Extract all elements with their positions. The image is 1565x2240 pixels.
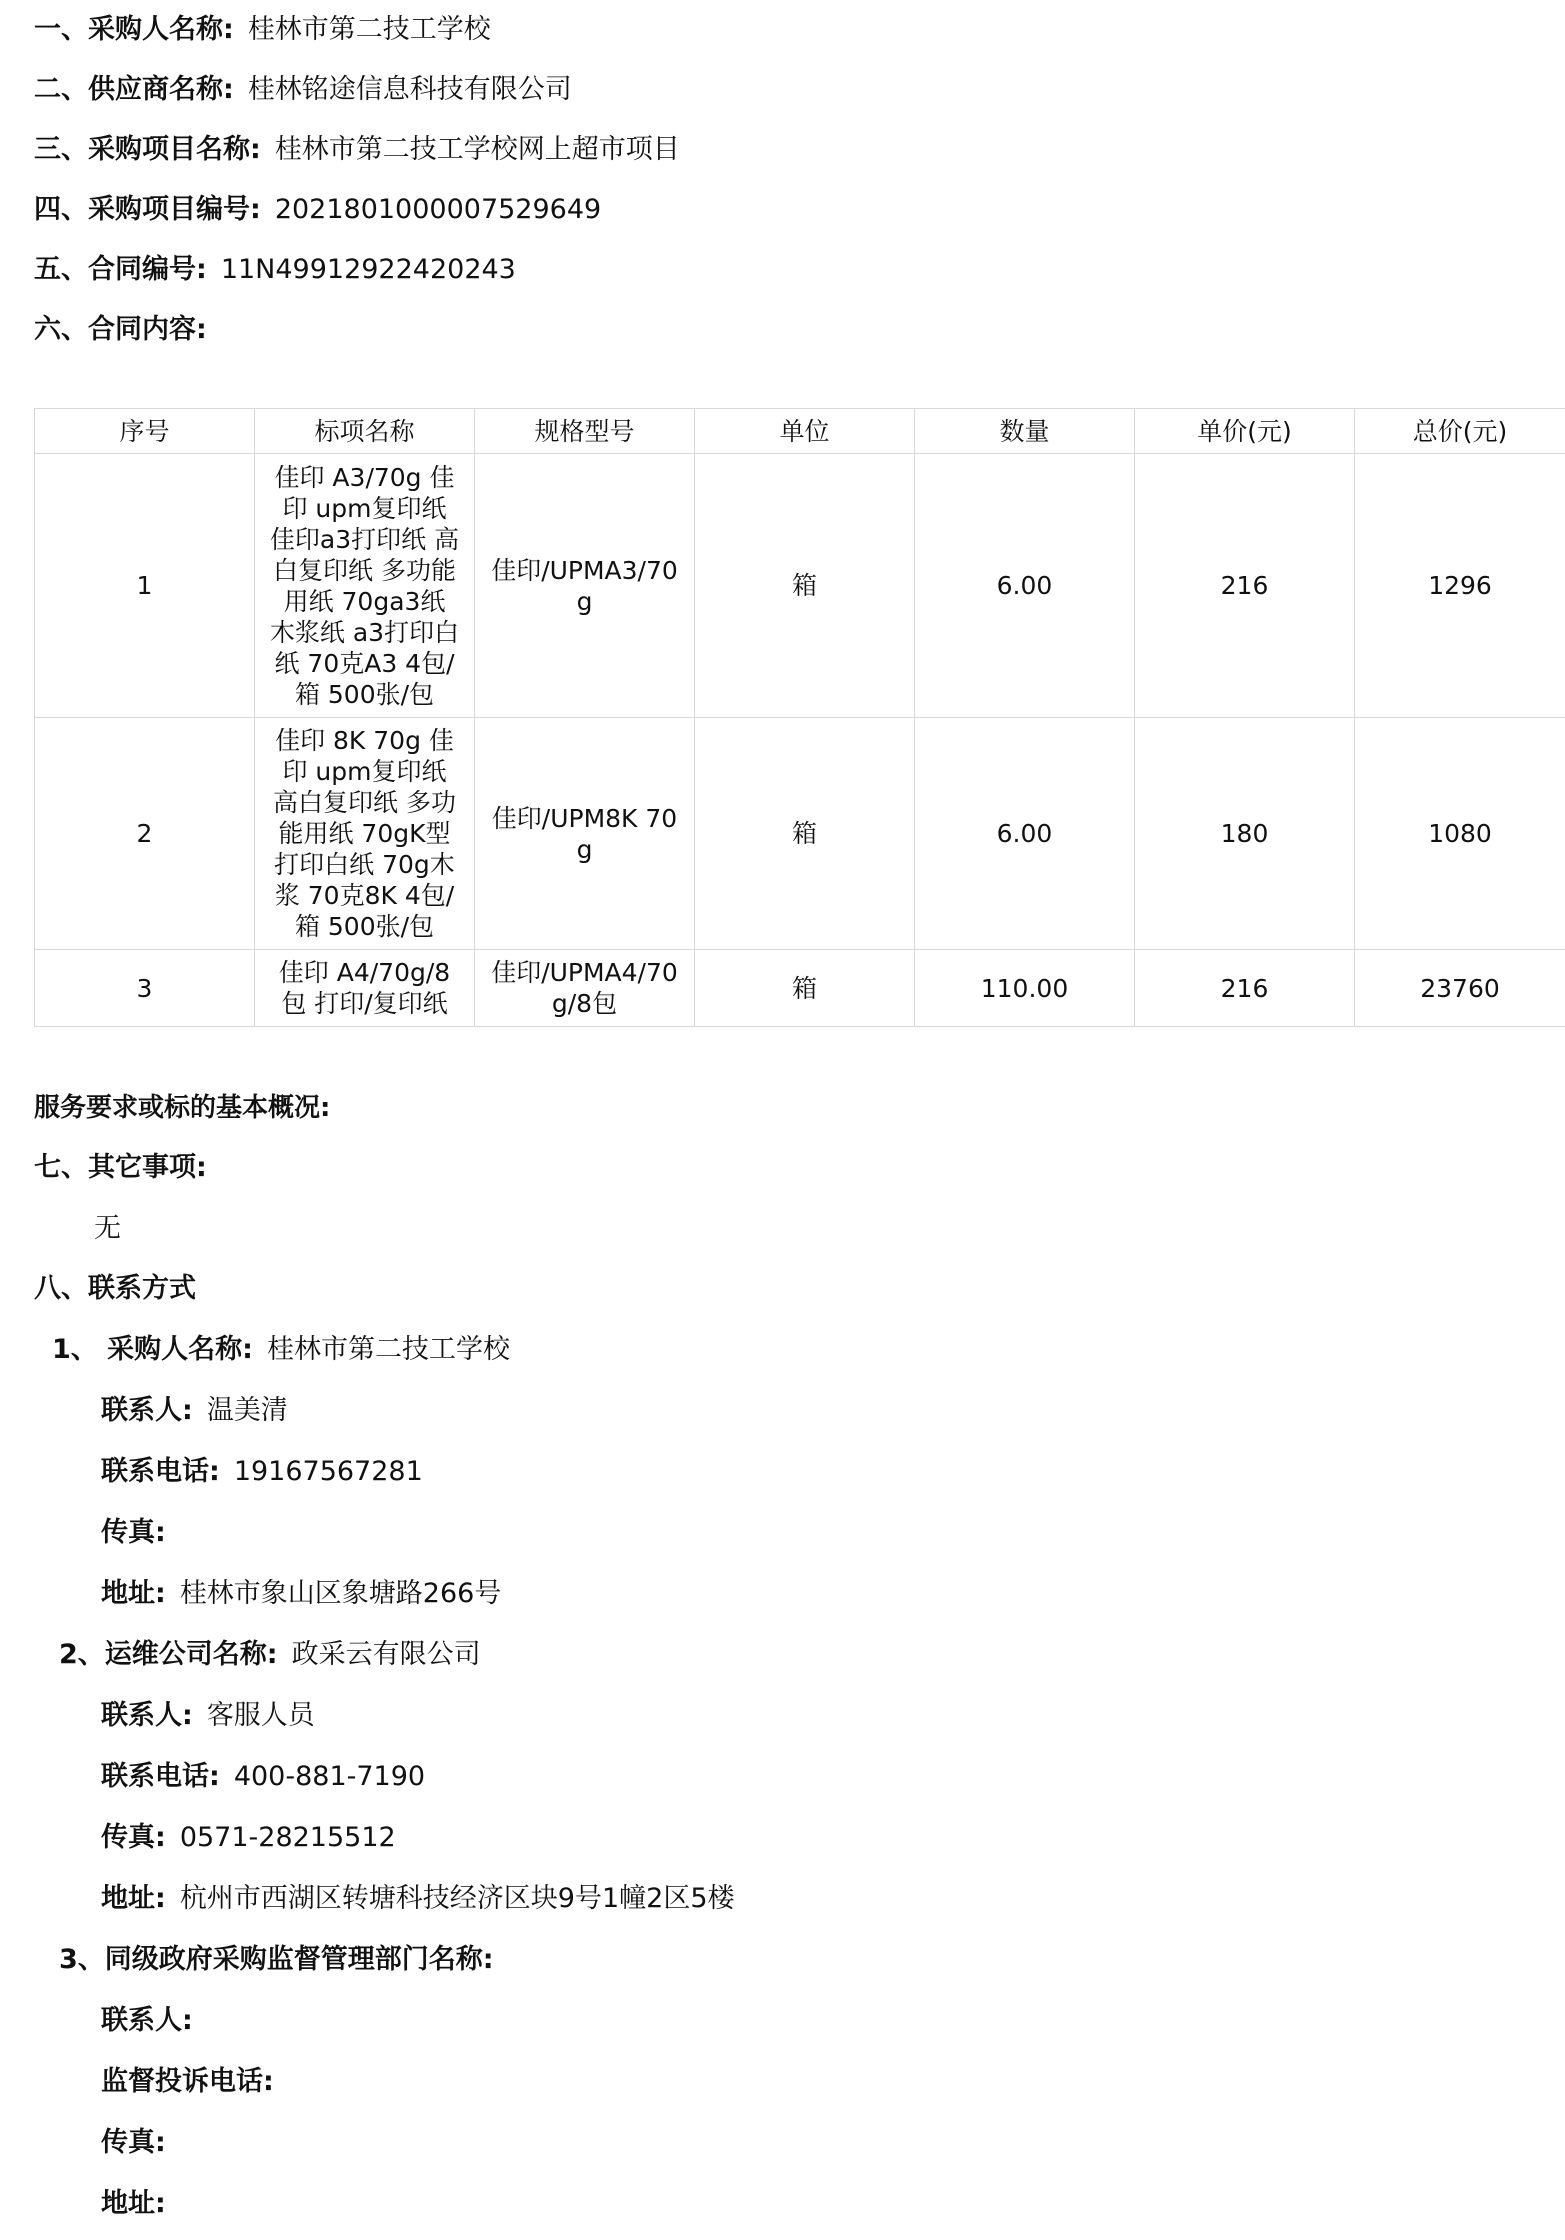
cell-qty: 6.00 — [915, 718, 1135, 950]
project-no-value: 2021801000007529649 — [274, 194, 602, 225]
cell-unit: 箱 — [695, 718, 915, 950]
contract-no-label: 五、合同编号: — [34, 254, 207, 285]
header-price: 单价(元) — [1135, 409, 1355, 454]
cell-unit: 箱 — [695, 950, 915, 1027]
contact-buyer-value: 桂林市第二技工学校 — [266, 1334, 510, 1365]
contact-buyer-fax-line — [101, 1515, 180, 1551]
supplier-label: 二、供应商名称: — [34, 74, 234, 105]
cell-qty: 6.00 — [915, 454, 1135, 718]
contact-gov-line — [59, 1942, 494, 1978]
other-value-line — [94, 1211, 121, 1247]
cell-qty: 110.00 — [915, 950, 1135, 1027]
cell-name: 佳印 8K 70g 佳印 upm复印纸 高白复印纸 多功能用纸 70gK型打印白纸 70g木浆 70克8K 4包/箱 500张/包 — [255, 718, 475, 950]
contact-ops-person-line — [101, 1698, 315, 1734]
contact-ops-phone-line — [101, 1759, 425, 1795]
cell-price: 216 — [1135, 950, 1355, 1027]
contact-ops-address-label: 地址: — [101, 1883, 166, 1914]
cell-price: 216 — [1135, 454, 1355, 718]
header-no: 序号 — [35, 409, 255, 454]
service-label: 服务要求或标的基本概况: — [34, 1093, 331, 1123]
contact-ops-address: 杭州市西湖区转塘科技经济区块9号1幢2区5楼 — [179, 1883, 735, 1914]
contact-buyer-phone-line — [101, 1454, 423, 1490]
cell-no: 2 — [35, 718, 255, 950]
project-name-label: 三、采购项目名称: — [34, 134, 261, 165]
contact-ops-phone-label: 联系电话: — [101, 1761, 220, 1792]
contact-buyer-address-label: 地址: — [101, 1578, 166, 1609]
cell-name: 佳印 A3/70g 佳印 upm复印纸 佳印a3打印纸 高白复印纸 多功能用纸 70ga3纸 木浆纸 a3打印白纸 70克A3 4包/箱 500张/包 — [255, 454, 475, 718]
cell-name: 佳印 A4/70g/8包 打印/复印纸 — [255, 950, 475, 1027]
cell-no: 3 — [35, 950, 255, 1027]
contact-ops-line — [59, 1637, 481, 1673]
contract-no-value: 11N49912922420243 — [220, 254, 516, 285]
contact-ops-fax: 0571-28215512 — [179, 1822, 396, 1853]
buyer-label: 一、采购人名称: — [34, 14, 234, 45]
cell-total: 1080 — [1355, 718, 1565, 950]
header-total: 总价(元) — [1355, 409, 1565, 454]
contact-ops-person: 客服人员 — [206, 1700, 315, 1731]
other-label: 七、其它事项: — [34, 1152, 207, 1183]
contact-gov-fax-label: 传真: — [101, 2127, 166, 2158]
cell-total: 23760 — [1355, 950, 1565, 1027]
contact-gov-address-label: 地址: — [101, 2188, 166, 2219]
contact-buyer-phone-label: 联系电话: — [101, 1456, 220, 1487]
header-name: 标项名称 — [255, 409, 475, 454]
contact-buyer-line — [52, 1332, 510, 1368]
cell-spec: 佳印/UPM8K 70g — [475, 718, 695, 950]
contact-ops-phone: 400-881-7190 — [233, 1761, 426, 1792]
contract-content-line — [34, 312, 207, 348]
contact-gov-phone-label: 监督投诉电话: — [101, 2066, 274, 2097]
contact-buyer-address: 桂林市象山区象塘路266号 — [179, 1578, 502, 1609]
header-unit: 单位 — [695, 409, 915, 454]
contact-gov-person-line — [101, 2003, 193, 2039]
contact-gov-address-line — [101, 2186, 166, 2222]
contract-content-label: 六、合同内容: — [34, 314, 207, 345]
buyer-value: 桂林市第二技工学校 — [247, 14, 491, 45]
header-qty: 数量 — [915, 409, 1135, 454]
contact-heading: 八、联系方式 — [34, 1273, 196, 1304]
other-line — [34, 1150, 207, 1186]
table-header-row — [35, 409, 1565, 454]
cell-no: 1 — [35, 454, 255, 718]
buyer-line — [34, 12, 491, 48]
contact-buyer-person: 温美清 — [206, 1395, 288, 1426]
contact-buyer-fax-label: 传真: — [101, 1517, 166, 1548]
table-row — [35, 454, 1565, 718]
contact-ops-value: 政采云有限公司 — [291, 1639, 481, 1670]
supplier-line — [34, 72, 572, 108]
contact-buyer-label: 1、 采购人名称: — [52, 1334, 253, 1365]
contact-buyer-address-line — [101, 1576, 501, 1612]
table-row — [35, 950, 1565, 1027]
contact-gov-label: 3、同级政府采购监督管理部门名称: — [59, 1944, 494, 1975]
header-spec: 规格型号 — [475, 409, 695, 454]
contact-gov-phone-line — [101, 2064, 274, 2100]
project-no-line — [34, 192, 601, 228]
cell-total: 1296 — [1355, 454, 1565, 718]
contact-gov-fax-line — [101, 2125, 166, 2161]
contact-heading-line — [34, 1271, 196, 1307]
contact-ops-address-line — [101, 1881, 735, 1917]
items-table — [34, 408, 1565, 1027]
table-row — [35, 718, 1565, 950]
project-name-line — [34, 132, 680, 168]
contact-buyer-person-label: 联系人: — [101, 1395, 193, 1426]
contact-ops-person-label: 联系人: — [101, 1700, 193, 1731]
contact-ops-label: 2、运维公司名称: — [59, 1639, 278, 1670]
contact-ops-fax-label: 传真: — [101, 1822, 166, 1853]
supplier-value: 桂林铭途信息科技有限公司 — [247, 74, 572, 105]
project-no-label: 四、采购项目编号: — [34, 194, 261, 225]
other-value: 无 — [94, 1213, 121, 1244]
contact-gov-person-label: 联系人: — [101, 2005, 193, 2036]
contract-no-line — [34, 252, 516, 288]
contact-buyer-phone: 19167567281 — [233, 1456, 423, 1487]
cell-spec: 佳印/UPMA4/70g/8包 — [475, 950, 695, 1027]
cell-unit: 箱 — [695, 454, 915, 718]
contact-buyer-person-line — [101, 1393, 288, 1429]
cell-spec: 佳印/UPMA3/70g — [475, 454, 695, 718]
cell-price: 180 — [1135, 718, 1355, 950]
contact-ops-fax-line — [101, 1820, 396, 1856]
project-name-value: 桂林市第二技工学校网上超市项目 — [274, 134, 680, 165]
service-line — [34, 1090, 330, 1126]
